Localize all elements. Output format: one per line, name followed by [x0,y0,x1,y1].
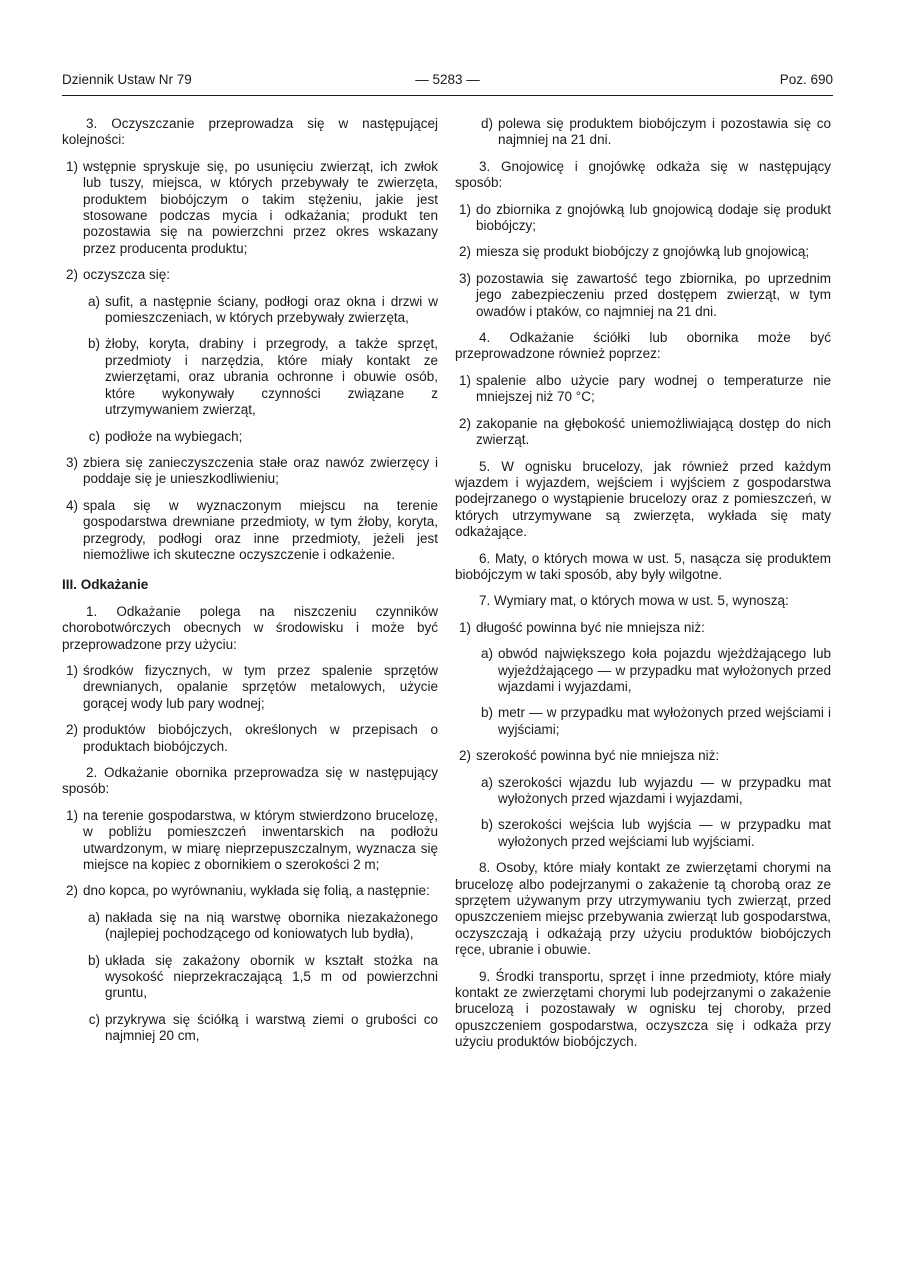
sub-list-item [455,646,831,695]
list-text: środków fizycznych, w tym przez spalenie sprzętów drewnianych, opalanie sprzętów metalowych, użycie gorącej wody lub pary wodnej; [83,662,438,711]
list-text: szerokość powinna być nie mniejsza niż: [476,748,720,764]
list-item [455,244,831,260]
list-number: 1) [458,372,471,388]
list-text: oczyszcza się: [83,267,171,283]
list-item [62,455,438,488]
paragraph: 3. Gnojowicę i gnojówkę odkaża się w następujący sposób: [455,158,831,191]
list-text: zbiera się zanieczyszczenia stałe oraz nawóz zwierzęcy i poddaje się je unieszkodliwieniu; [83,454,438,487]
list-text: układa się zakażony obornik w kształt stożka na wysokość nieprzekraczającą 1,5 m od powierzchni gruntu, [105,952,438,1001]
list-text: obwód największego koła pojazdu wjeżdżającego lub wyjeżdżającego — w przypadku mat wyłożonych przed wjazdami i wyjazdami, [498,646,831,694]
list-number: 3) [65,454,78,470]
left-column [62,116,438,1055]
list-text: przykrywa się ściółką i warstwą ziemi o grubości co najmniej 20 cm, [105,1011,438,1044]
list-text: zakopanie na głębokość uniemożliwiającą dostęp do nich zwierząt. [476,415,831,448]
list-letter: b) [87,952,100,968]
list-text: szerokości wjazdu lub wyjazdu — w przypadku mat wyłożonych przed wjazdami i wyjazdami, [498,774,831,806]
list-text: nakłada się na nią warstwę obornika niezakażonego (najlepiej pochodzącego od koniowatych lub bydła), [105,909,438,942]
list-text: spala się w wyznaczonym miejscu na terenie gospodarstwa drewniane przedmioty, w tym żłoby, koryta, przegrody, podłogi oraz inne przedmioty, jeżeli jest niemożliwe ich skuteczne oczyszczenie i odkażenie. [83,497,438,562]
list-number: 1) [65,662,78,678]
list-letter: b) [480,705,493,721]
sub-list-item [62,910,438,943]
list-item [62,159,438,257]
list-item [62,267,438,283]
list-letter: a) [480,646,493,662]
list-text: dno kopca, po wyrównaniu, wykłada się folią, a następnie: [83,883,430,899]
list-item [62,722,438,755]
list-text: do zbiornika z gnojówką lub gnojowicą dodaje się produkt biobójczy; [476,201,831,234]
list-text: wstępnie spryskuje się, po usunięciu zwierząt, ich zwłok lub tuszy, miejsca, w których przebywały te zwierzęta, produktem biobójczym o takim stężeniu, jakie jest stosowane podczas mycia i odkażania; produkt ten pozostawia się na powierzchni przez okres wskazany przez producenta produktu; [83,158,438,256]
paragraph: 9. Środki transportu, sprzęt i inne przedmioty, które miały kontakt ze zwierzętami chorymi lub podejrzanymi o zakażenie brucelozą i pozostawały w ognisku tej choroby, przed opuszczeniem gospodarstwa, oczyszcza się i odkaża przy użyciu produktów biobójczych. [455,968,831,1050]
header-rule [62,95,833,96]
section-heading: III. Odkażanie [62,577,149,593]
list-number: 2) [65,267,78,283]
paragraph: 2. Odkażanie obornika przeprowadza się w następujący sposób: [62,765,438,797]
sub-list-item [455,705,831,738]
list-number: 1) [458,201,471,217]
paragraph: 6. Maty, o których mowa w ust. 5, nasącza się produktem biobójczym w taki sposób, aby były wilgotne. [455,550,831,582]
list-item [455,620,831,636]
list-item [455,748,831,764]
sub-list-item [455,116,831,149]
list-letter: b) [87,336,100,352]
list-number: 1) [65,807,78,823]
list-text: żłoby, koryta, drabiny i przegrody, a także sprzęt, przedmioty i narzędzia, które miały kontakt ze zwierzętami, oraz ubrania ochronne i obuwie osób, które wykonywały czynności związane z utrzymywaniem zwierząt, [105,336,438,418]
paragraph: 4. Odkażanie ściółki lub obornika może być przeprowadzone również poprzez: [455,330,831,362]
list-text: polewa się produktem biobójczym i pozostawia się co najmniej na 21 dni. [498,116,831,148]
paragraph: 1. Odkażanie polega na niszczeniu czynników chorobotwórczych obecnych w środowisku i może być przeprowadzone przy użyciu: [62,603,438,652]
list-item [455,271,831,320]
list-text: spalenie albo użycie pary wodnej o temperaturze nie mniejszej niż 70 °C; [476,372,831,405]
list-text: sufit, a następnie ściany, podłogi oraz okna i drzwi w pomieszczeniach, w których przebywały zwierzęta, [105,293,438,326]
list-text: podłoże na wybiegach; [105,428,243,444]
sub-list-item [62,953,438,1002]
journal-title: Dziennik Ustaw Nr 79 [62,72,192,87]
paragraph: 7. Wymiary mat, o których mowa w ust. 5, wynoszą: [479,593,789,609]
paragraph: 5. W ognisku brucelozy, jak również przed każdym wjazdem i wyjazdem, wejściem i wyjściem z gospodarstwa podejrzanego o wystąpienie brucelozy oraz z pomieszczeń, w których utrzymywane są zwierzęta, wykłada się maty odkażające. [455,458,831,540]
list-letter: c) [88,428,100,444]
list-number: 2) [458,244,471,260]
list-text: metr — w przypadku mat wyłożonych przed wejściami i wyjściami; [498,705,831,737]
list-text: pozostawia się zawartość tego zbiornika, po uprzednim jego zabezpieczeniu przed dostępem zwierząt, w tym owadów i ptaków, co najmniej na 21 dni. [476,270,831,319]
list-number: 1) [458,619,471,635]
list-number: 2) [458,415,471,431]
list-letter: a) [87,293,100,309]
list-item [455,373,831,406]
list-item [455,416,831,449]
list-number: 1) [65,158,78,174]
list-number: 3) [458,270,471,286]
list-item [62,498,438,564]
list-letter: a) [87,909,100,925]
sub-list-item [62,429,438,445]
page-number: — 5283 — [415,72,480,87]
list-text: na terenie gospodarstwa, w którym stwierdzono brucelozę, w pobliżu pomieszczeń inwentarskich na podłożu utwardzonym, w miarę nieprzepuszczalnym, wyznacza się miejsce na kopiec z obornikiem o szerokości 2 m; [83,807,438,873]
list-item [62,808,438,874]
list-item [62,663,438,712]
list-text: szerokości wejścia lub wyjścia — w przypadku mat wyłożonych przed wejściami lub wyjściami. [498,817,831,849]
list-letter: b) [480,817,493,833]
sub-list-item [62,1012,438,1045]
list-letter: a) [480,774,493,790]
list-number: 2) [65,722,78,738]
list-number: 4) [65,497,78,513]
list-text: produktów biobójczych, określonych w przepisach o produktach biobójczych. [83,722,438,754]
sub-list-item [455,775,831,808]
list-item [455,202,831,235]
right-column [455,116,831,1061]
list-item [62,883,438,899]
sub-list-item [455,817,831,850]
list-text: długość powinna być nie mniejsza niż: [476,619,705,635]
page-header [62,72,833,92]
sub-list-item [62,336,438,418]
list-letter: c) [88,1011,100,1027]
position-number: Poz. 690 [779,72,833,87]
list-text: miesza się produkt biobójczy z gnojówką lub gnojowicą; [476,244,810,260]
paragraph: 8. Osoby, które miały kontakt ze zwierzętami chorymi na brucelozę albo podejrzanymi o zakażenie tą chorobą oraz ze sprzętem używanym przy utrzymywaniu tych zwierząt, przed opuszczeniem miejsc przebywania zwierząt lub gospodarstwa, oczyszczają i odkażają przy użyciu produktów biobójczych ręce, ubranie i obuwie. [455,860,831,958]
paragraph: 3. Oczyszczanie przeprowadza się w następującej kolejności: [62,116,438,148]
list-number: 2) [65,883,78,899]
sub-list-item [62,294,438,327]
list-letter: d) [480,116,493,131]
list-number: 2) [458,748,471,764]
